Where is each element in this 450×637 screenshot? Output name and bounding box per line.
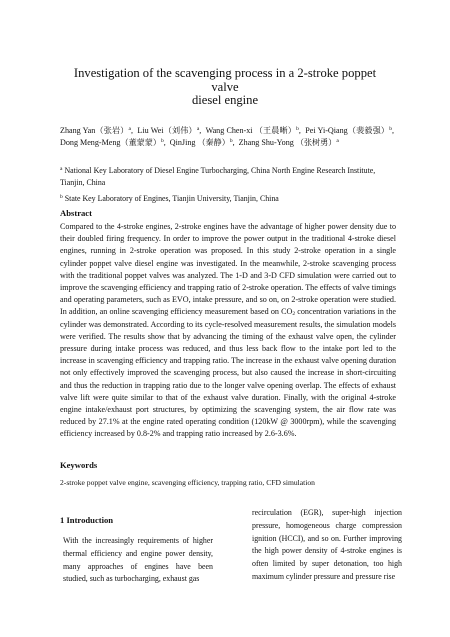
affiliation: $^b$ State Key Laboratory of Engines, Tianjin University, Tianjin, China bbox=[60, 194, 279, 203]
affiliation: $^a$ National Key Laboratory of Diesel Engine Turbocharging, China North Engine Research Institute, Tianjin, China bbox=[60, 166, 376, 187]
author: QinJing （秦静）$^b$, bbox=[169, 138, 237, 147]
abstract-body: Compared to the 4-stroke engines, 2-stroke engines have the advantage of higher power density due to their doubled firing frequency. In order to improve the power output in the traditional 4-stroke diesel engines, running in 2-stroke operation was proposed. In this study 2-stroke operation in a single cylinder poppet valve diesel engine was investigated. In the meanwhile, 2-stroke scavenging process with the traditional poppet valves was analyzed. The 1-D and 3-D CFD simulation were carried out to improve the scavenging efficiency and trapping ratio of 2-stroke operation. The effects of valve timings and operating parameters, such as EVO, intake pressure, and so on, on 2-stroke operation were studied. In addition, an online scavenging efficiency measurement based on $CO_2$ concentration variations in the cylinder was demonstrated. According to its cycle-resolved measurement results, the simulation models were verified. The results show that by advancing the timing of the exhaust valve open, the cylinder pressure during intake process was reduced, and thus less back flow to the intake port led to the increase in scavenging efficiency and trapping ratio. The increase in the exhaust valve opening duration not only effectively improved the scavenging process, but also caused the increase in short-circuiting and thus the reduction in trapping ratio due to the longer valve opening overlap. The effects of exhaust valve lift were quite similar to that of the exhaust valve duration. Finally, with the original 4-stroke engine intake/exhaust port structures, by optimizing the scavenging system, the air flow rate was reduced by 27.1% at the engine rated operating condition (120kW @ 3000rpm), while the scavenging efficiency increased by 0.8-2% and trapping ratio increased by 2.6-3.6%. bbox=[60, 222, 396, 439]
paper-title-line1: Investigation of the scavenging process in a 2-stroke poppet valve bbox=[73, 66, 377, 94]
introduction-heading: 1 Introduction bbox=[60, 515, 114, 525]
intro-right-column: recirculation (EGR), super-high injection pressure, homogeneous charge compression ignition (HCCI), and so on. Further improving the high power density of 4-stroke engines is often limited by super detonation, too high maximum cylinder pressure and pressure rise bbox=[252, 508, 402, 581]
keywords-list: 2-stroke poppet valve engine, scavenging efficiency, trapping ratio, CFD simulation bbox=[60, 478, 315, 487]
paper-title-line2: diesel engine bbox=[191, 93, 259, 107]
author-list bbox=[60, 125, 396, 149]
author: Liu Wei（刘伟）$^a$, bbox=[137, 126, 204, 135]
author: Zhang Yan（张岩）$^a$, bbox=[60, 126, 136, 135]
author: Zhang Shu-Yong （张树勇）$^a$ bbox=[238, 138, 339, 147]
abstract-heading: Abstract bbox=[60, 208, 92, 218]
keywords-heading: Keywords bbox=[60, 460, 98, 470]
author: Wang Chen-xi （王晨晰）$^b$, bbox=[205, 126, 304, 135]
intro-left-column: With the increasingly requirements of higher thermal efficiency and engine power density, many approaches of engines have been studied, such as turbocharging, exhaust gas bbox=[63, 536, 213, 584]
author: Pei Yi-Qiang（裴毅强）$^b$, bbox=[305, 126, 397, 135]
author: Dong Meng-Meng（董蒙蒙）$^b$, bbox=[60, 138, 168, 147]
